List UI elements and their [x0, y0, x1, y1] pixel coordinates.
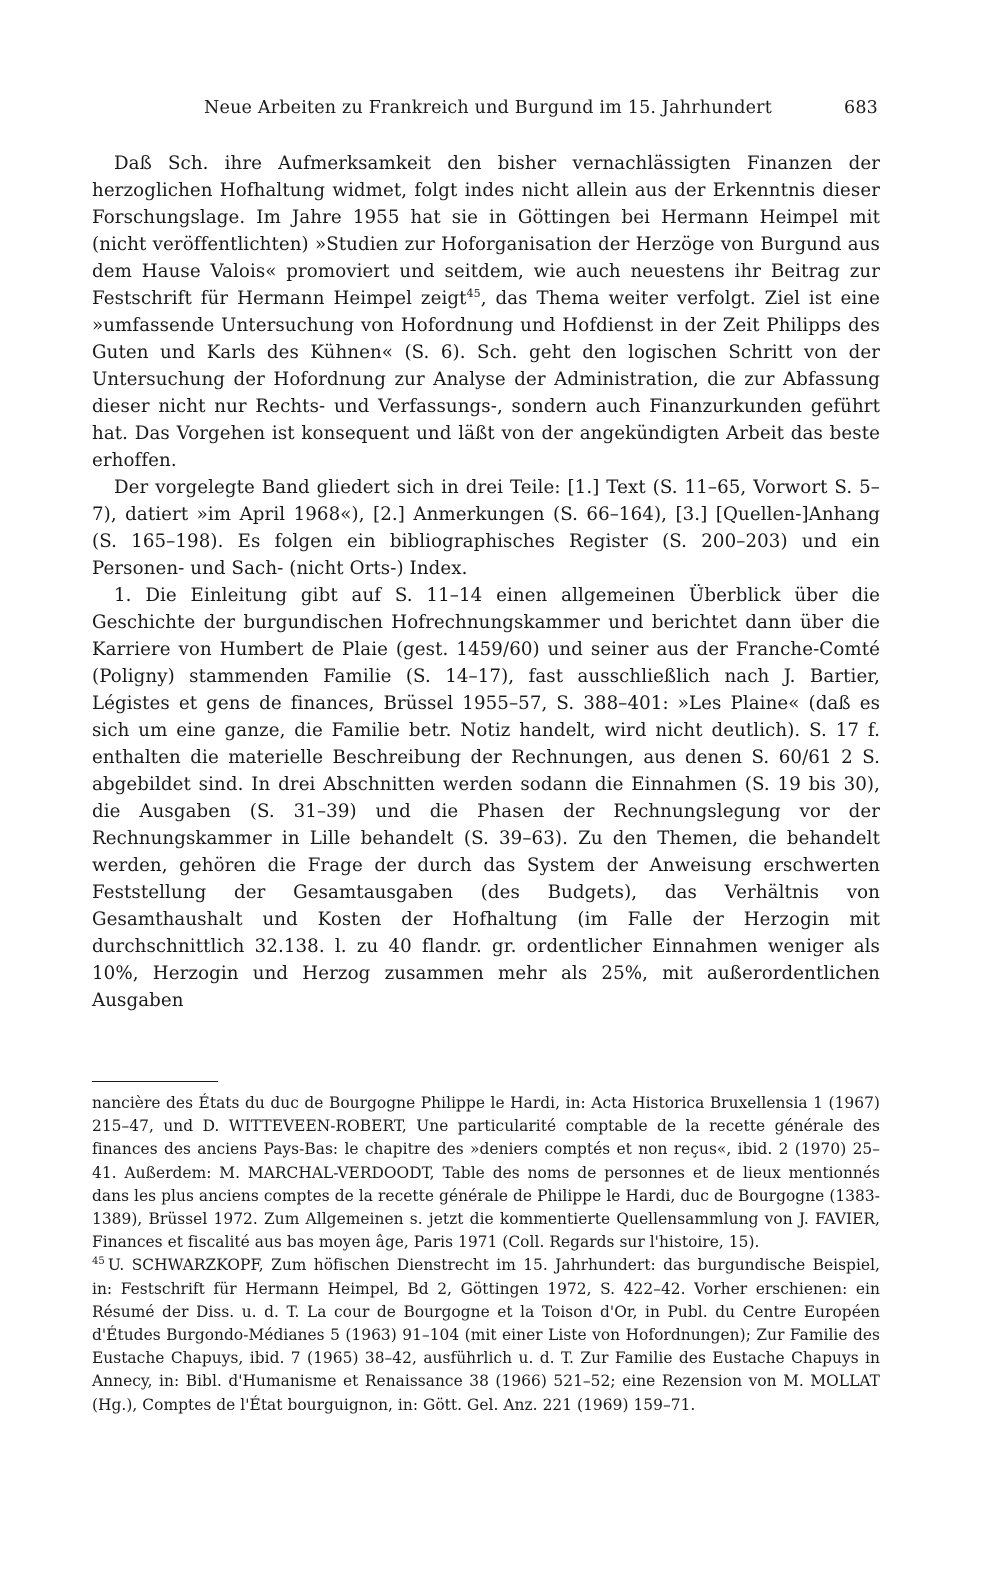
paragraph-3: 1. Die Einleitung gibt auf S. 11–14 einen allgemeinen Überblick über die Geschichte der burgundischen Hofrechnungskammer und berichtet dann über die Karriere von Humbert de Plaie (gest. 1459/60) und seiner aus der Franche-Comté (Poligny) stammenden Familie (S. 14–17), fast ausschließlich nach J. Bartier, Légistes et gens de finances, Brüssel 1955–57, S. 388–401: »Les Plaine« (daß es sich um eine ganze, die Familie betr. Notiz handelt, wird nicht deutlich). S. 17 f. enthalten die materielle Beschreibung der Rechnungen, aus denen S. 60/61 2 S. abgebildet sind. In drei Abschnitten werden sodann die Einnahmen (S. 19 bis 30), die Ausgaben (S. 31–39) und die Phasen der Rechnungslegung vor der Rechnungskammer in Lille behandelt (S. 39–63). Zu den Themen, die behandelt werden, gehören die Frage der durch das System der Anweisung erschwerten Feststellung der Gesamtausgaben (des Budgets), das Verhältnis von Gesamthaushalt und Kosten der Hofhaltung (im Falle der Herzogin mit durchschnittlich 32.138. l. zu 40 flandr. gr. ordentlicher Einnahmen weniger als 10%, Herzogin und Herzog zusammen mehr als 25%, mit außerordentlichen Ausgaben: [92, 585, 880, 1011]
paragraph-1-part-b: , das Thema weiter verfolgt. Ziel ist eine »umfassende Untersuchung von Hofordnung und Hofdienst in der Zeit Philipps des Guten und Karls des Kühnen« (S. 6). Sch. geht den logischen Schritt von der Untersuchung der Hofordnung zur Analyse der Administration, die zur Abfassung dieser nicht nur Rechts- und Verfassungs-, sondern auch Finanzurkunden geführt hat. Das Vorgehen ist konsequent und läßt von der angekündigten Arbeit das beste erhoffen.: [92, 288, 880, 471]
footnote-continuation: nancière des États du duc de Bourgogne Philippe le Hardi, in: Acta Historica Bruxellensia 1 (1967) 215–47, und D. WITTEVEEN-ROBERT, Une particularité comptable de la recette générale des finances des anciens Pays-Bas: le chapitre des »deniers comptés et non reçus«, ibid. 2 (1970) 25–41. Außerdem: M. MARCHAL-VERDOODT, Table des noms de personnes et de lieux mentionnés dans les plus anciens comptes de la recette générale de Philippe le Hardi, duc de Bourgogne (1383-1389), Brüssel 1972. Zum Allgemeinen s. jetzt die kommentierte Quellensammlung von J. FAVIER, Finances et fiscalité aus bas moyen âge, Paris 1971 (Coll. Regards sur l'histoire, 15).: [92, 1094, 880, 1252]
page-number: 683: [843, 98, 878, 118]
paragraph-2: Der vorgelegte Band gliedert sich in drei Teile: [1.] Text (S. 11–65, Vorwort S. 5–7), datiert »im April 1968«), [2.] Anmerkungen (S. 66–164), [3.] [Quellen-]Anhang (S. 165–198). Es folgen ein bibliographisches Register (S. 200–203) und ein Personen- und Sach- (nicht Orts-) Index.: [92, 477, 880, 579]
footnote-separator: [92, 1081, 218, 1082]
footnotes: [92, 1092, 880, 1417]
footnote-ref-45: 45: [466, 286, 481, 300]
footnote-45: [92, 1254, 880, 1416]
footnote-45-text: U. SCHWARZKOPF, Zum höfischen Dienstrecht im 15. Jahrhundert: das burgundische Beispiel, in: Festschrift für Hermann Heimpel, Bd 2, Göttingen 1972, S. 422–42. Vorher erschienen: ein Résumé der Diss. u. d. T. La cour de Bourgogne et la Toison d'Or, in Publ. du Centre Européen d'Études Burgondo-Médianes 5 (1963) 91–104 (mit einer Liste von Hofordnungen); Zur Familie des Eustache Chapuys, ibid. 7 (1965) 38–42, ausführlich u. d. T. Zur Familie des Eustache Chapuys in Annecy, in: Bibl. d'Humanisme et Renaissance 38 (1966) 521–52; eine Rezension von M. MOLLAT (Hg.), Comptes de l'État bourguignon, in: Gött. Gel. Anz. 221 (1969) 159–71.: [92, 1256, 880, 1414]
running-title: Neue Arbeiten zu Frankreich und Burgund im 15. Jahrhundert: [204, 98, 772, 118]
footnote-45-number: 45: [92, 1256, 105, 1268]
running-header: [92, 96, 878, 120]
main-text: [92, 150, 880, 1014]
paragraph-1-part-a: Daß Sch. ihre Aufmerksamkeit den bisher vernachlässigten Finanzen der herzoglichen Hofhaltung widmet, folgt indes nicht allein aus der Erkenntnis dieser Forschungslage. Im Jahre 1955 hat sie in Göttingen bei Hermann Heimpel mit (nicht veröffentlichten) »Studien zur Hoforganisation der Herzöge von Burgund aus dem Hause Valois« promoviert und seitdem, wie auch neuestens ihr Beitrag zur Festschrift für Hermann Heimpel zeigt: [92, 153, 880, 309]
paragraph-1: [92, 150, 880, 474]
